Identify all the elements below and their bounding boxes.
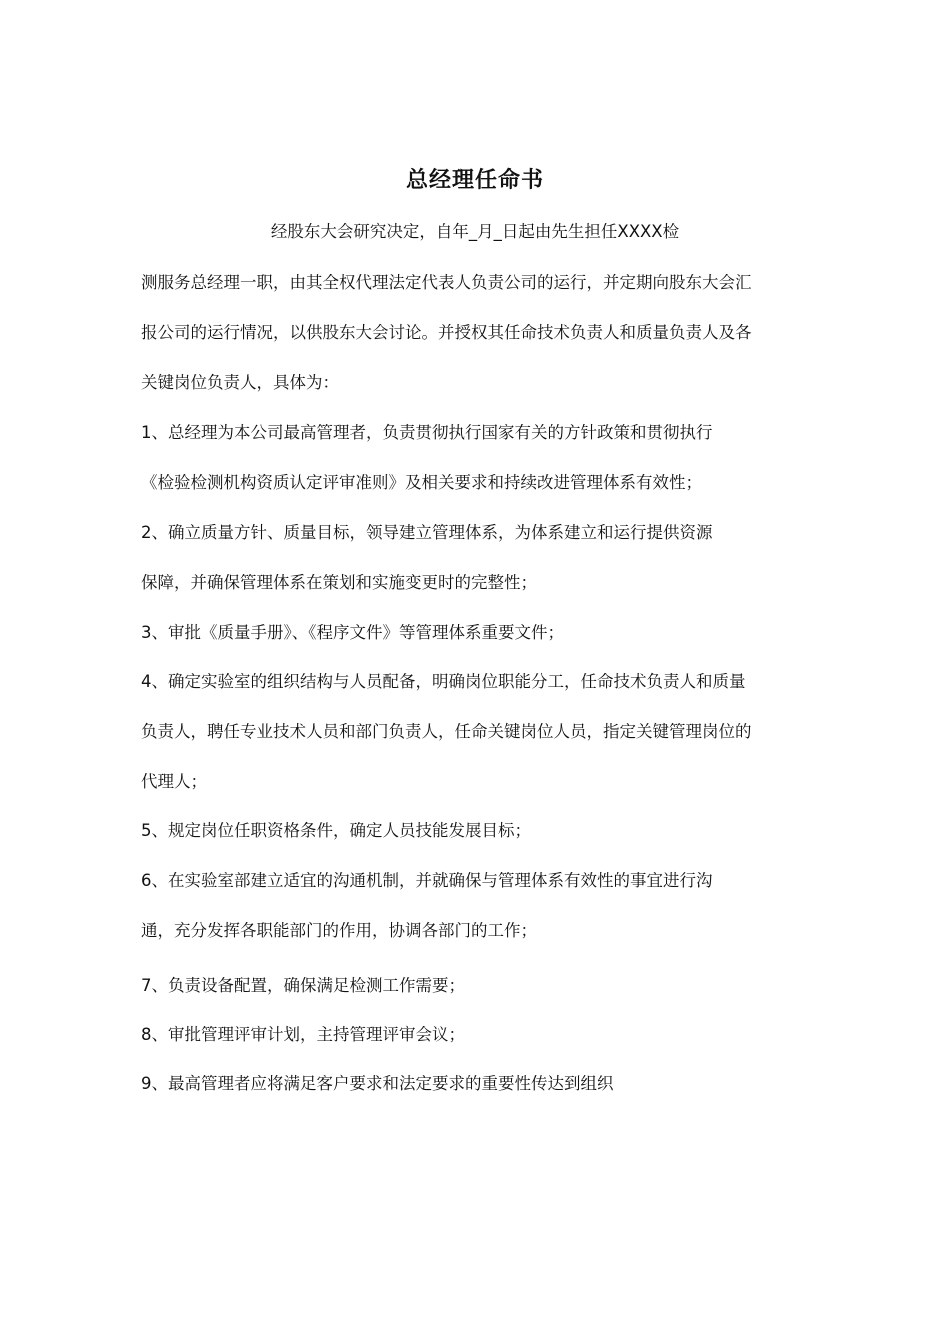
list-item-4: 4、确定实验室的组织结构与人员配备，明确岗位职能分工，任命技术负责人和质量 (141, 672, 746, 691)
list-item-2: 2、确立质量方针、质量目标，领导建立管理体系，为体系建立和运行提供资源 (141, 523, 713, 542)
list-item-3: 3、审批《质量手册》、《程序文件》等管理体系重要文件； (141, 623, 564, 642)
paragraph-line: 关键岗位负责人，具体为： (141, 373, 339, 392)
paragraph-line: 报公司的运行情况，以供股东大会讨论。并授权其任命技术负责人和质量负责人及各 (141, 323, 752, 342)
list-item-4-cont: 代理人； (141, 772, 207, 791)
list-item-6: 6、在实验室部建立适宜的沟通机制，并就确保与管理体系有效性的事宜进行沟 (141, 871, 713, 890)
document-title: 总经理任命书 (405, 168, 544, 193)
list-item-6-cont: 通，充分发挥各职能部门的作用，协调各部门的工作； (141, 921, 537, 940)
list-item-1: 1、总经理为本公司最高管理者，负责贯彻执行国家有关的方针政策和贯彻执行 (141, 423, 713, 442)
list-item-8: 8、审批管理评审计划，主持管理评审会议； (141, 1025, 465, 1044)
list-item-9: 9、最高管理者应将满足客户要求和法定要求的重要性传达到组织 (141, 1074, 614, 1093)
list-item-4-cont: 负责人，聘任专业技术人员和部门负责人，任命关键岗位人员，指定关键管理岗位的 (141, 722, 752, 741)
list-item-7: 7、负责设备配置，确保满足检测工作需要； (141, 976, 465, 995)
paragraph-line: 经股东大会研究决定，自年_月_日起由先生担任XXXX检 (270, 222, 680, 241)
list-item-2-cont: 保障，并确保管理体系在策划和实施变更时的完整性； (141, 573, 537, 592)
list-item-5: 5、规定岗位任职资格条件，确定人员技能发展目标； (141, 821, 531, 840)
paragraph-line: 测服务总经理一职，由其全权代理法定代表人负责公司的运行，并定期向股东大会汇 (141, 273, 752, 292)
list-item-1-cont: 《检验检测机构资质认定评审准则》及相关要求和持续改进管理体系有效性； (141, 473, 702, 492)
